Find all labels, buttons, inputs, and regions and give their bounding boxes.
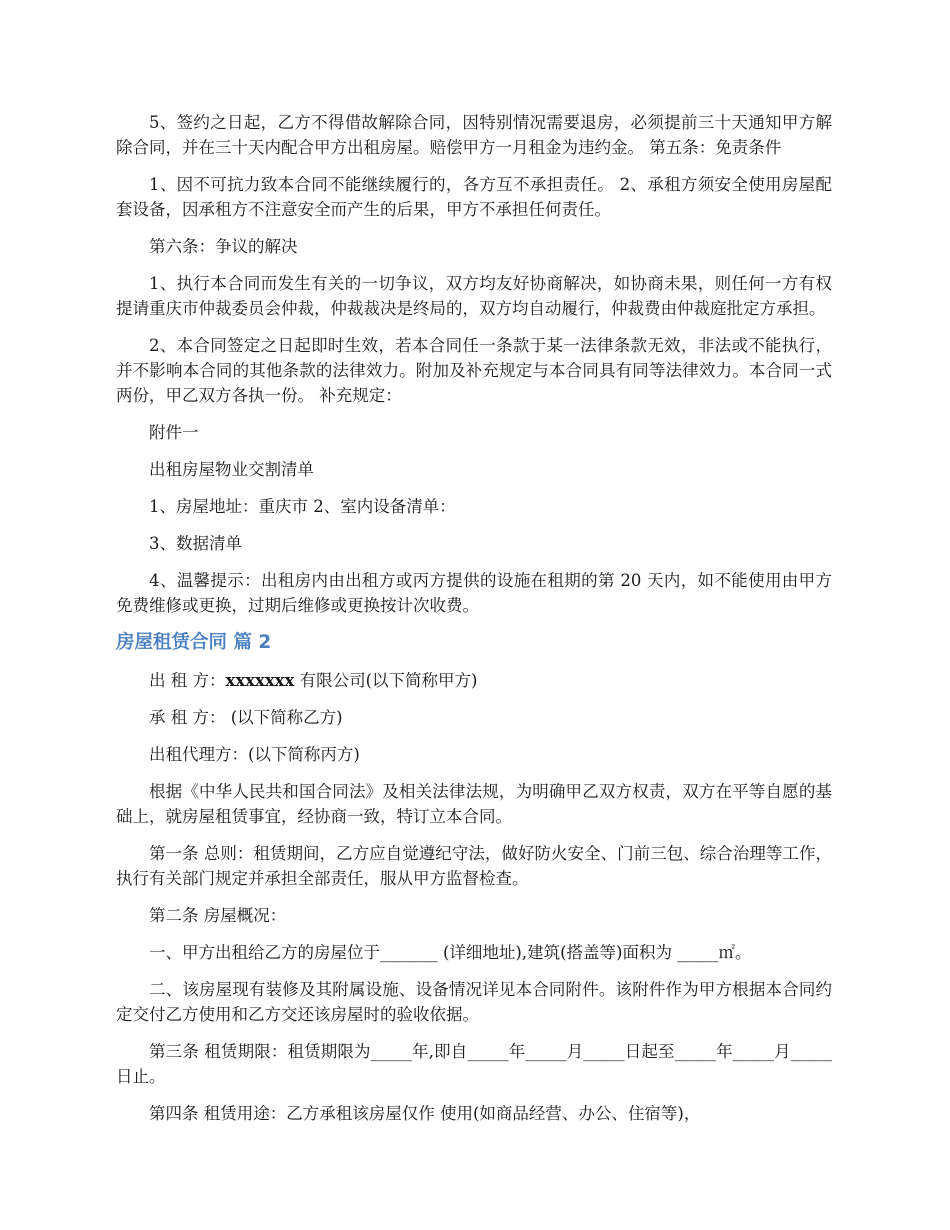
article-1-general: 第一条 总则：租赁期间，乙方应自觉遵纪守法，做好防火安全、门前三包、综合治理等工作，执行有关部门规定并承担全部责任，服从甲方监督检查。 bbox=[116, 844, 832, 888]
article-3-term: 第三条 租赁期限：租赁期限为_____年,即自_____年_____月_____日起至_____年_____月_____日止。 bbox=[116, 1042, 832, 1086]
lessor-suffix: 有限公司(以下简称甲方) bbox=[294, 671, 478, 690]
document-body bbox=[116, 110, 832, 1138]
lessor-label: 出 租 方： bbox=[149, 671, 226, 690]
handover-item-notice: 4、温馨提示：出租房内由出租方或丙方提供的设施在租期的第 20 天内，如不能使用由甲方免费维修或更换，过期后维修或更换按计次收费。 bbox=[116, 571, 832, 615]
exemption-clauses: 1、因不可抗力致本合同不能继续履行的，各方互不承担责任。 2、承租方须安全使用房屋配套设备，因承租方不注意安全而产生的后果，甲方不承担任何责任。 bbox=[116, 175, 832, 219]
attachment-label: 附件一 bbox=[149, 423, 199, 442]
handover-item-address: 1、房屋地址：重庆市 2、室内设备清单： bbox=[149, 497, 456, 516]
property-facilities: 二、该房屋现有装修及其附属设施、设备情况详见本合同附件。该附件作为甲方根据本合同约定交付乙方使用和乙方交还该房屋时的验收依据。 bbox=[116, 980, 832, 1024]
article-6-heading: 第六条：争议的解决 bbox=[149, 237, 298, 256]
section-2-title: 房屋租赁合同 篇 2 bbox=[116, 632, 272, 653]
lessee-line: 承 租 方： (以下简称乙方) bbox=[149, 708, 343, 727]
lessor-name: xxxxxxx bbox=[225, 671, 295, 690]
preamble: 根据《中华人民共和国合同法》及相关法律法规，为明确甲乙双方权责，双方在平等自愿的基础上，就房屋租赁事宜，经协商一致，特订立本合同。 bbox=[116, 782, 832, 826]
clause-5-termination: 5、签约之日起，乙方不得借故解除合同，因特别情况需要退房，必须提前三十天通知甲方解除合同，并在三十天内配合甲方出租房屋。赔偿甲方一月租金为违约金。 第五条：免责条件 bbox=[116, 113, 832, 157]
article-2-heading: 第二条 房屋概况： bbox=[149, 906, 287, 925]
property-location: 一、甲方出租给乙方的房屋位于_______ (详细地址),建筑(搭盖等)面积为 _____㎡。 bbox=[149, 943, 752, 962]
dispute-clause-2: 2、本合同签定之日起即时生效，若本合同任一条款于某一法律条款无效，非法或不能执行，并不影响本合同的其他条款的法律效力。附加及补充规定与本合同具有同等法律效力。本合同一式两份，甲乙双方各执一份。 补充规定： bbox=[116, 336, 832, 405]
agent-line: 出租代理方：(以下简称丙方) bbox=[149, 745, 360, 764]
dispute-clause-1: 1、执行本合同而发生有关的一切争议，双方均友好协商解决，如协商未果，则任何一方有权提请重庆市仲裁委员会仲裁，仲裁裁决是终局的，双方均自动履行，仲裁费由仲裁庭批定方承担。 bbox=[116, 274, 832, 318]
handover-item-data: 3、数据清单 bbox=[149, 534, 242, 553]
handover-list-title: 出租房屋物业交割清单 bbox=[149, 460, 314, 479]
article-4-use: 第四条 租赁用途：乙方承租该房屋仅作 使用(如商品经营、办公、住宿等)， bbox=[149, 1104, 701, 1123]
lessor-line bbox=[116, 668, 832, 693]
